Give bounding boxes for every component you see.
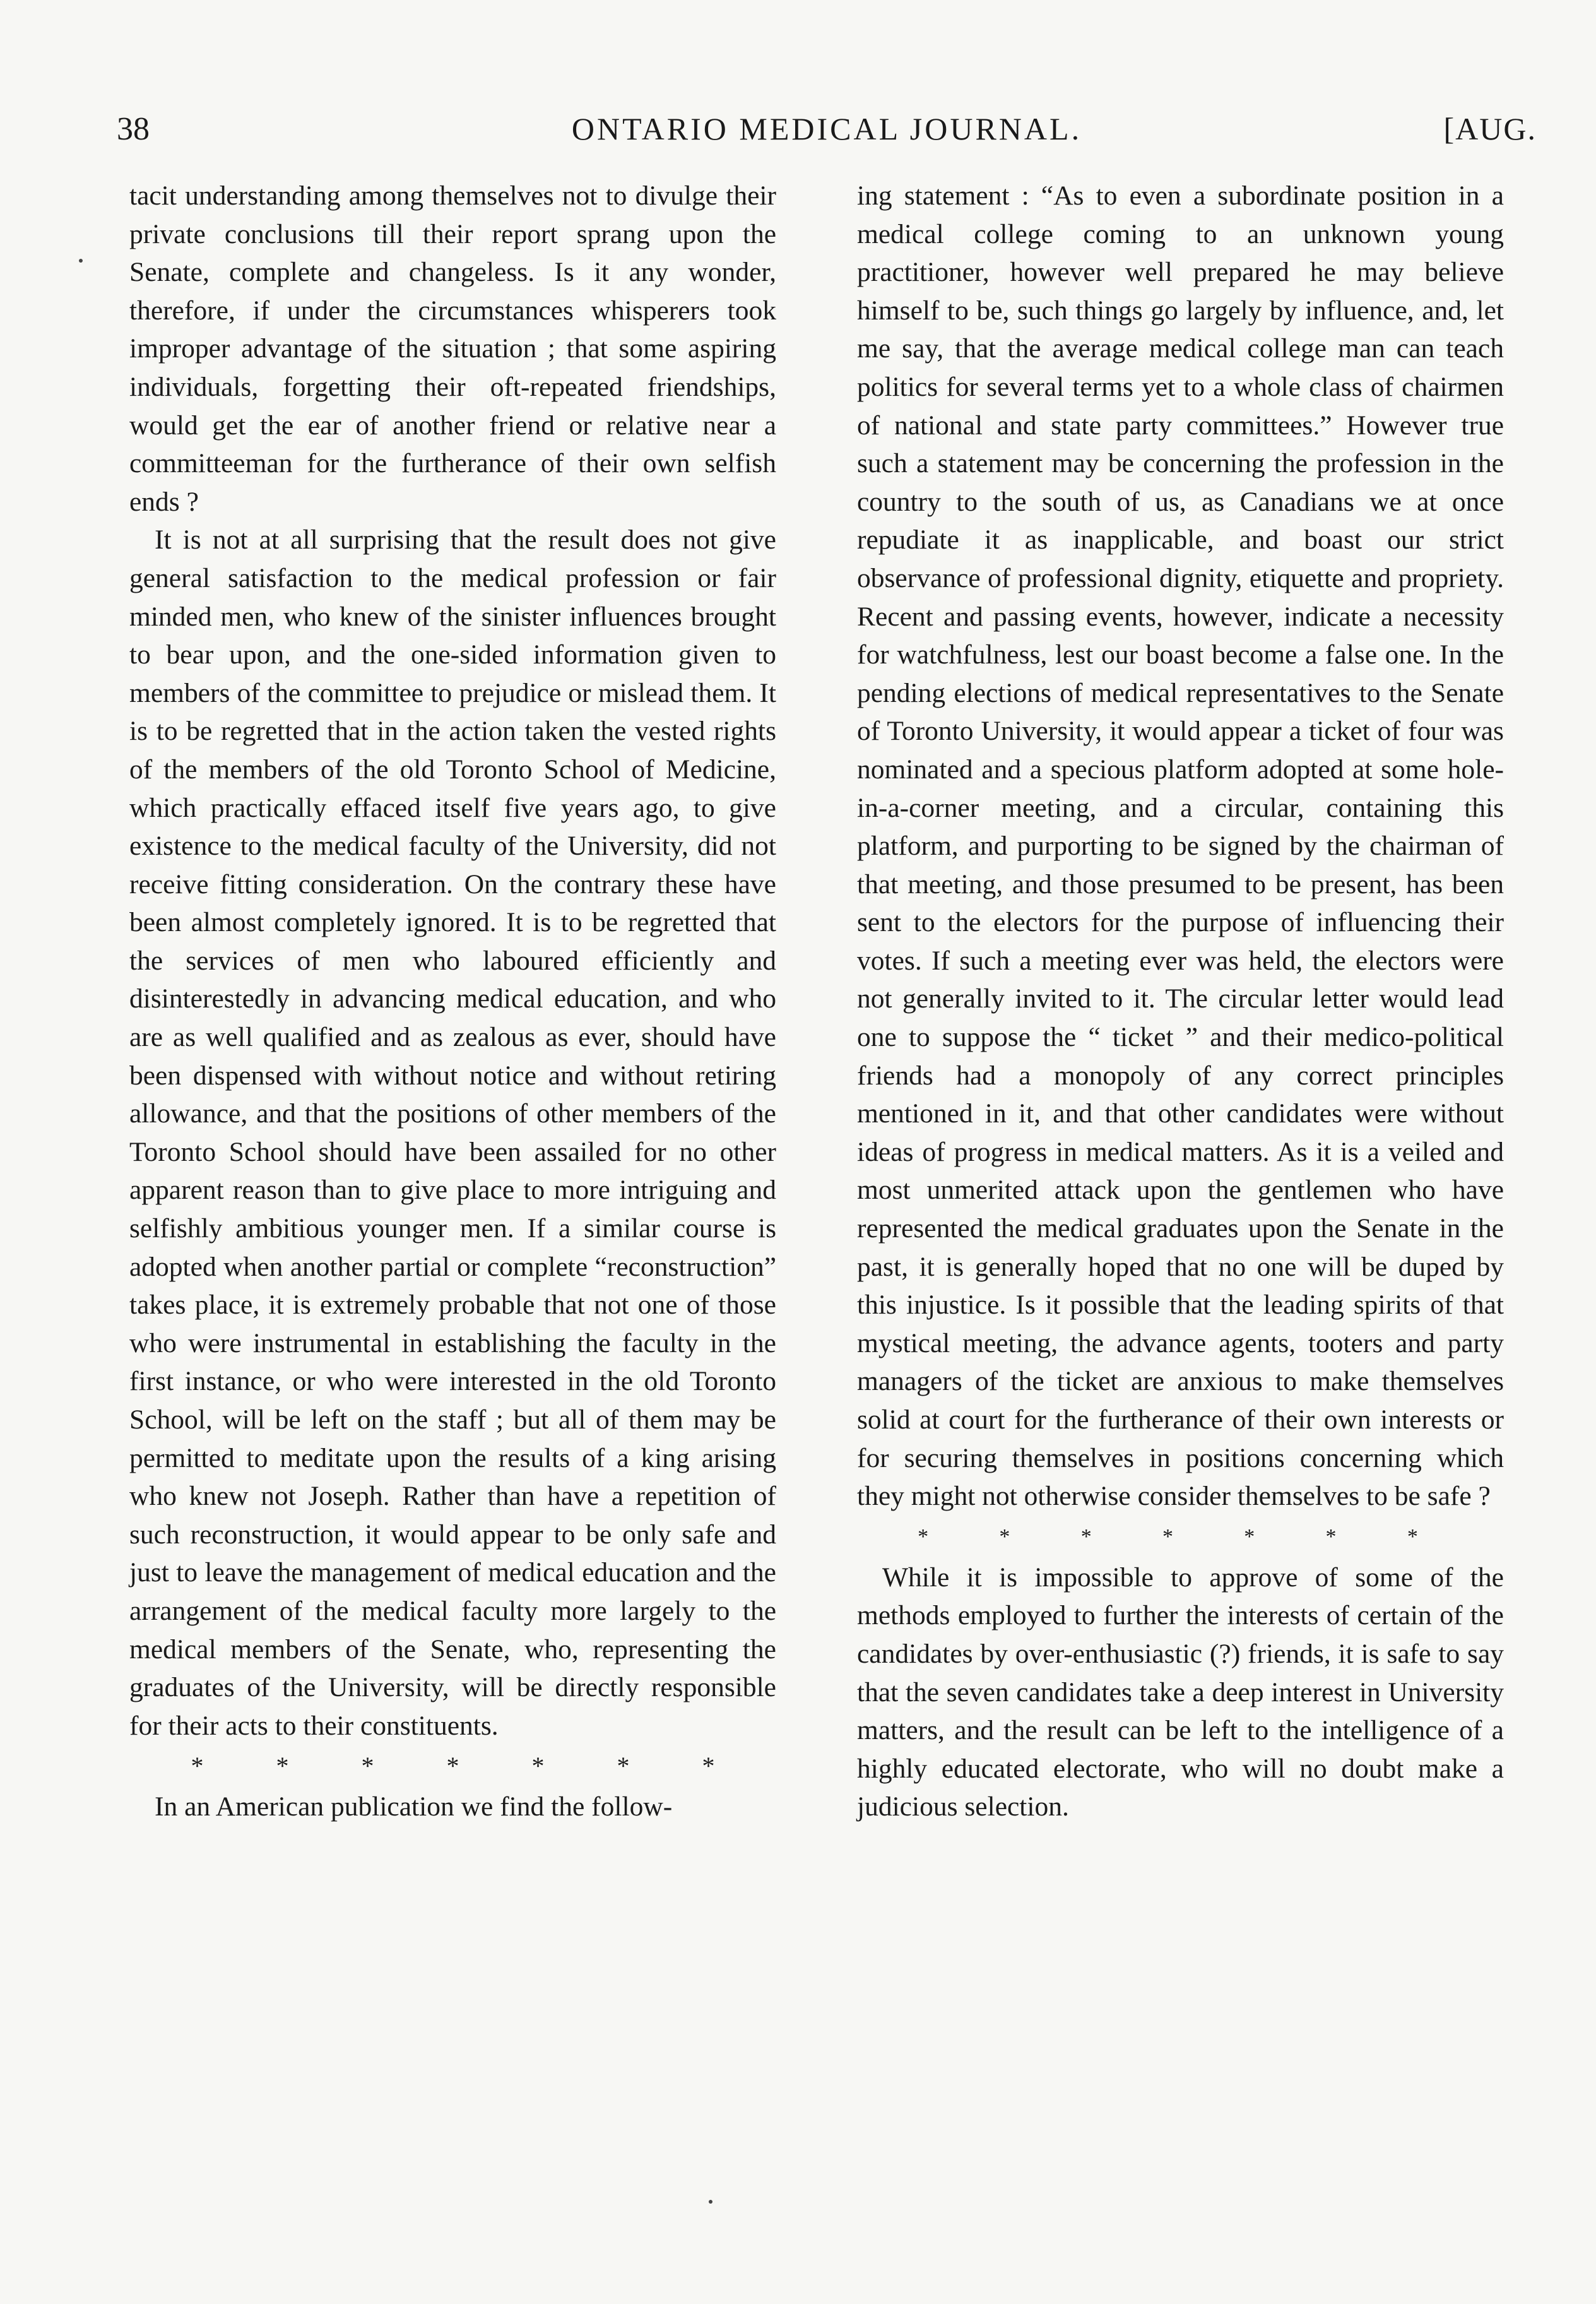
divider-star: * xyxy=(1162,1524,1173,1548)
running-head-date: [AUG. xyxy=(1443,111,1537,146)
print-speck xyxy=(709,2200,712,2204)
divider-star: * xyxy=(617,1752,630,1781)
section-divider xyxy=(129,1747,776,1785)
divider-star: * xyxy=(702,1752,715,1781)
divider-star: * xyxy=(918,1524,929,1548)
divider-star: * xyxy=(999,1524,1010,1548)
divider-star: * xyxy=(446,1752,459,1781)
journal-title: ONTARIO MEDICAL JOURNAL. xyxy=(571,111,1082,146)
divider-star: * xyxy=(276,1752,289,1781)
divider-star: * xyxy=(531,1752,545,1781)
divider-star: * xyxy=(1407,1524,1418,1548)
right-column xyxy=(857,177,1504,1826)
divider-star: * xyxy=(1244,1524,1255,1548)
divider-star: * xyxy=(1080,1524,1092,1548)
left-column xyxy=(129,177,776,1826)
right-paragraph-1: ing statement : “As to even a subordinate position in a medical college coming to an unknown young practitioner, however well prepared he may believe himself to be, such things go largely by influence, and, let me say, that the average medical college man can teach politics for several terms yet to a whole class of chairmen of national and state party committees.” However true such a statement may be concerning the profession in the country to the south of us, as Canadians we at once repudiate it as inapplicable, and boast our strict observance of professional dignity, etiquette and propriety. Recent and passing events, however, indicate a necessity for watchfulness, lest our boast become a false one. In the pending elections of medical representatives to the Senate of Toronto University, it would appear a ticket of four was nominated and a specious platform adopted at some hole-in-a-corner meeting, and a circular, containing this platform, and purporting to be signed by the chairman of that meeting, and those presumed to be present, has been sent to the electors for the purpose of influencing their votes. If such a meeting ever was held, the electors were not generally invited to it. The circular letter would lead one to suppose the “ ticket ” and their medico-political friends had a monopoly of any correct principles mentioned in it, and that other candidates were without ideas of progress in medical matters. As it is a veiled and most unmerited attack upon the gentlemen who have represented the medical graduates upon the Senate in the past, it is generally hoped that no one will be duped by this injustice. Is it possible that the leading spirits of that mystical meeting, the advance agents, tooters and party managers of the ticket are anxious to make themselves solid at court for the furtherance of their own interests or for securing themselves in positions concerning which they might not otherwise consider themselves to be safe ? xyxy=(857,181,1504,1512)
divider-star: * xyxy=(361,1752,374,1781)
divider-star: * xyxy=(1325,1524,1337,1548)
page-number: 38 xyxy=(117,111,150,147)
section-divider xyxy=(857,1518,1504,1556)
divider-star: * xyxy=(191,1752,204,1781)
print-speck xyxy=(79,259,83,263)
right-closing-paragraph: While it is impossible to approve of some of the methods employed to further the interests of certain of the candidates by over-enthusiastic (?) friends, it is safe to say that the seven candidates take a deep interest in University matters, and the result can be left to the intelligence of a highly educated electorate, who will no doubt make a judicious selection. xyxy=(857,1562,1504,1822)
page-header xyxy=(117,110,1537,155)
left-closing-line: In an American publication we find the follow- xyxy=(155,1791,673,1822)
left-paragraph-2: It is not at all surprising that the result does not give general satisfaction to the medical profession or fair minded men, who knew of the sinister influences brought to bear upon, and the one-sided information given to members of the committee to prejudice or mislead them. It is to be regretted that in the action taken the vested rights of the members of the old Toronto School of Medicine, which practically effaced itself five years ago, to give existence to the medical faculty of the University, did not receive fitting consideration. On the contrary these have been almost completely ignored. It is to be regretted that the services of men who laboured efficiently and disinterestedly in advancing medical education, and who are as well qualified and as zealous as ever, should have been dispensed with without notice and without retiring allowance, and that the positions of other members of the Toronto School should have been assailed for no other apparent reason than to give place to more intriguing and selfishly ambitious younger men. If a similar course is adopted when another partial or complete “reconstruction” takes place, it is extremely probable that not one of those who were instrumental in establishing the faculty in the first instance, or who were interested in the old Toronto School, will be left on the staff ; but all of them may be permitted to meditate upon the results of a king arising who knew not Joseph. Rather than have a repetition of such reconstruction, it would appear to be only safe and just to leave the management of medical education and the arrangement of the medical faculty more largely to the medical members of the Senate, who, representing the graduates of the University, will be directly responsible for their acts to their constituents. xyxy=(129,525,776,1741)
left-paragraph-1: tacit understanding among themselves not to divulge their private conclusions till their report sprang upon the Senate, complete and changeless. Is it any wonder, therefore, if under the circumstances whisperers took improper advantage of the situation ; that some aspiring individuals, forgetting their oft-repeated friendships, would get the ear of another friend or relative near a committeeman for the furtherance of their own selfish ends ? xyxy=(129,181,776,517)
